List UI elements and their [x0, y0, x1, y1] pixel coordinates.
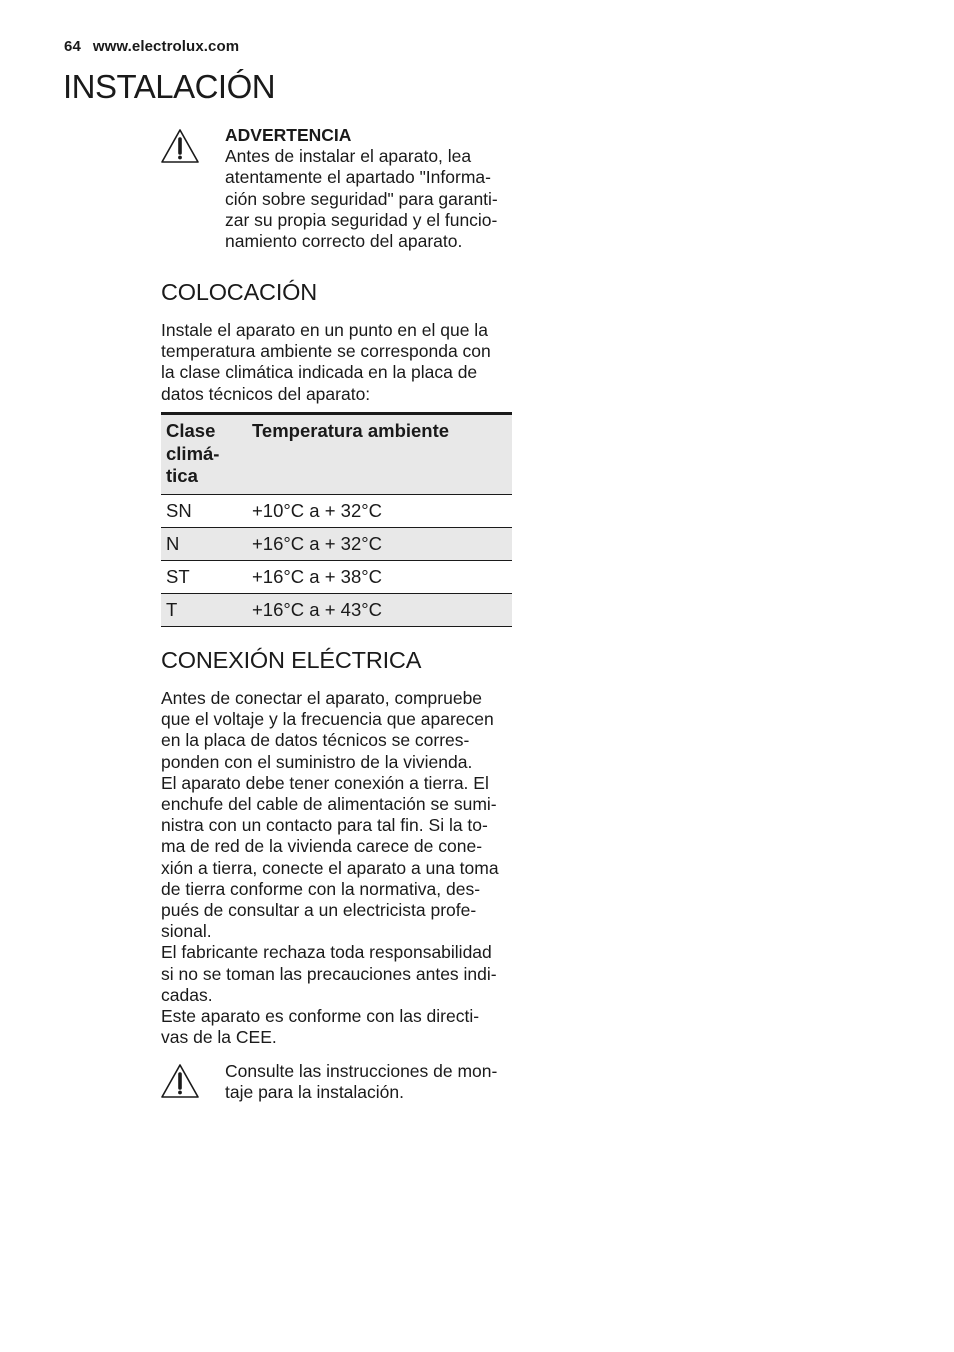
paragraph-line: ma de red de la vivienda carece de cone- — [161, 836, 483, 857]
warning-line: namiento correcto del aparato. — [225, 231, 463, 252]
column-header-climate-class — [161, 414, 247, 495]
warning-block-bottom — [160, 1061, 498, 1103]
page-number: 64 — [64, 38, 81, 55]
warning-text — [225, 1061, 515, 1103]
warning-title: ADVERTENCIA — [225, 125, 352, 145]
table-cell-temperature: +16°C a + 38°C — [247, 560, 512, 593]
table-cell-class: SN — [161, 494, 247, 527]
paragraph-line: en la placa de datos técnicos se corres- — [161, 730, 470, 751]
page-title: INSTALACIÓN — [63, 68, 276, 105]
climate-class-table — [161, 412, 512, 627]
table-cell-class: N — [161, 527, 247, 560]
warning-line: Antes de instalar el aparato, lea — [225, 146, 472, 167]
header-line: climá- — [166, 442, 220, 464]
paragraph-line: El fabricante rechaza toda responsabilidad — [161, 942, 492, 963]
warning-triangle-icon — [160, 128, 200, 164]
table-cell-class: ST — [161, 560, 247, 593]
table-row — [161, 494, 512, 527]
paragraph-line: datos técnicos del aparato: — [161, 383, 371, 404]
paragraph-line: cadas. — [161, 984, 213, 1005]
paragraph-line: Antes de conectar el aparato, compruebe — [161, 688, 483, 708]
placement-paragraph — [161, 320, 512, 405]
table-row — [161, 593, 512, 626]
header-line: tica — [166, 465, 198, 486]
warning-text — [225, 125, 515, 252]
warning-triangle-icon — [160, 1063, 200, 1099]
table-row — [161, 527, 512, 560]
warning-line: zar su propia seguridad y el funcio- — [225, 209, 498, 230]
paragraph-line: la clase climática indicada en la placa de — [161, 362, 478, 383]
paragraph-line: El aparato debe tener conexión a tierra. El — [161, 772, 489, 793]
table-row — [161, 560, 512, 593]
section-title-electrical: CONEXIÓN ELÉCTRICA — [161, 647, 422, 673]
paragraph-line: Este aparato es conforme con las directi- — [161, 1006, 480, 1027]
table-header-row — [161, 414, 512, 495]
table-cell-temperature: +10°C a + 32°C — [247, 494, 512, 527]
warning-line: Consulte las instrucciones de mon- — [225, 1061, 498, 1081]
paragraph-line: enchufe del cable de alimentación se sumi- — [161, 794, 497, 815]
paragraph-line: vas de la CEE. — [161, 1027, 277, 1048]
header-line: Clase — [166, 420, 216, 441]
warning-line: taje para la instalación. — [225, 1082, 404, 1103]
website-url[interactable]: www.electrolux.com — [92, 38, 240, 55]
warning-line: atentamente el apartado "Informa- — [225, 167, 491, 188]
electrical-paragraph — [161, 688, 512, 1048]
paragraph-line: Instale el aparato en un punto en el que la — [161, 320, 488, 340]
paragraph-line: nistra con un contacto para tal fin. Si la to- — [161, 815, 488, 836]
paragraph-line: de tierra conforme con la normativa, des- — [161, 878, 481, 899]
paragraph-line: si no se toman las precauciones antes indi- — [161, 963, 497, 984]
paragraph-line: ponden con el suministro de la vivienda. — [161, 751, 473, 772]
paragraph-line: que el voltaje y la frecuencia que aparecen — [161, 709, 494, 730]
warning-line: ción sobre seguridad" para garanti- — [225, 188, 498, 209]
paragraph-line: pués de consultar a un electricista profe- — [161, 900, 477, 921]
section-title-placement: COLOCACIÓN — [161, 279, 317, 305]
paragraph-line: sional. — [161, 921, 212, 942]
paragraph-line: xión a tierra, conecte el aparato a una toma — [161, 857, 499, 878]
table-cell-temperature: +16°C a + 32°C — [247, 527, 512, 560]
column-header-ambient-temperature: Temperatura ambiente — [247, 414, 512, 495]
page-header — [64, 38, 239, 55]
paragraph-line: temperatura ambiente se corresponda con — [161, 341, 491, 362]
warning-block-top — [160, 125, 498, 252]
table-cell-class: T — [161, 593, 247, 626]
table-cell-temperature: +16°C a + 43°C — [247, 593, 512, 626]
